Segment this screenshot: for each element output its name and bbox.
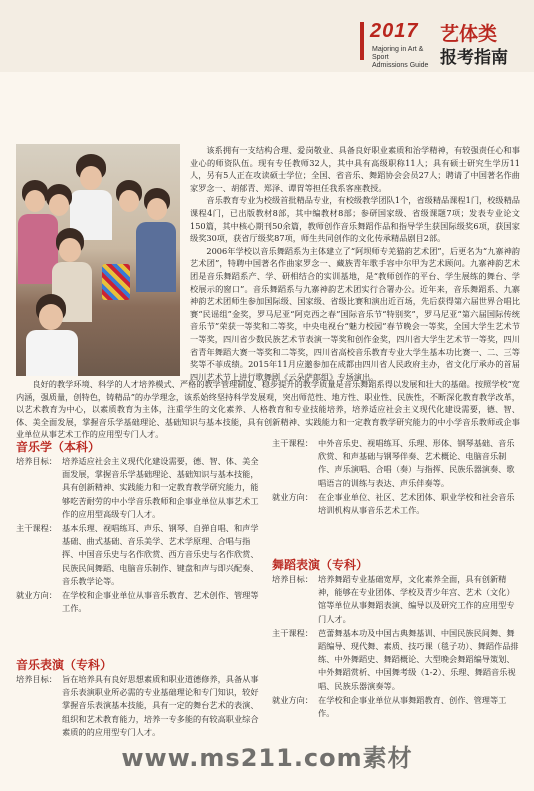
intro-paragraph: 该系拥有一支结构合理、爱岗敬业、具备良好职业素质和治学精神，有较强责任心和事业心的师资队伍。现有专任教师32人，其中具有高级职称11人；具有硕士研究生学历11人，另有5人正在攻读硕士学位；全国、省音乐、舞蹈协会会员27人；聘请了中国著名作曲家罗念一、胡郁青、郑泽、谭胃等担任我系客座教授。 [190,145,520,193]
row-text: 旨在培养具有良好思想素质和职业道德修养，具备从事音乐表演职业所必需的专业基础理论和专门知识，较好掌握音乐表演基本技能，具有一定的舞台艺术的表演、组织和艺术教育能力，培养一专多能的有较高职业综合素质的的应用型专门人才。 [62,674,259,737]
music-studies-details [16,455,264,616]
row-label: 主干课程： [16,523,57,534]
department-summary [16,378,520,441]
row-text: 在企事业单位、社区、艺术团体、职业学校和社会音乐培训机构从事音乐艺术工作。 [318,491,515,516]
row-label: 培养目标： [272,574,313,584]
dance-performance-details [272,573,522,721]
row-label: 培养目标： [16,674,57,684]
row-label: 就业方向： [16,590,57,601]
row-text: 培养适应社会主义现代化建设需要，德、智、体、美全面发展，掌握音乐学基础理论、基础知识与基本技能，具有创新精神、实践能力和一定教育教学研究能力，能够吃苦耐劳的中小学音乐教师和企事业单位从事艺术工作的应用型高级专门人才。 [62,456,259,519]
brand-logo [360,18,520,69]
brand-english: Majoring in Art & Sport Admissions Guide [372,46,429,69]
row-label: 培养目标： [16,456,57,466]
brand-category: 艺体类 [440,23,498,45]
row-text: 在学校和企事业单位从事音乐教育、艺术创作、管理等工作。 [62,590,259,614]
intro-paragraph: 2006年学校以音乐舞蹈系为主体建立了“阿坝师专羌猫韵艺术团”，后更名为“九寨神韵艺术团”，特聘中国著名作曲家罗念一、藏族青年歌手容中尔甲为艺术顾问。九寨神韵艺术团是音乐舞蹈系产、学、研相结合的实训基地，是“教师创作的平台、学生展练的舞台、学校展示的窗口”。音乐舞蹈系与九寨神韵艺术团实行合署办公。近年来，音乐舞蹈系、九寨神韵艺术团师生参加国际级、国家级、省级比赛和演出近百场，先后获得第六届世界合唱比赛“民谣组”金奖，罗马尼亚“阿克西之春”国际音乐节“特别奖”，罗马尼亚“第六届国际传统音乐节”荣获一等奖和二等奖，中央电视台“魅力校园”春节晚会一等奖，全国大学生艺术节一等奖，四川省少数民族艺术节表演一等奖和创作金奖，四川省大学生艺术节一等奖，四川省青年舞蹈大赛一等奖和二等奖，四川省高校音乐教育专业大学生基本功比赛一、二、三等奖等不菲成绩。2015年11月应邀参加在成都由四川省人民政府主办，省文化厅承办的首届四川艺术节上进行歌舞剧《云朵萨郎组》专场演出。 [190,245,520,382]
row-label: 就业方向： [272,694,313,705]
section-title-music-performance: 音乐表演（专科） [16,658,113,672]
row-text: 中外音乐史、视唱练耳、乐理、形体、钢琴基础、音乐欣赏、和声基础与钢琴伴奏、艺术概论、电脑音乐制作、声乐演唱、合唱（奏）与指挥、民族乐器演奏、歌唱语言的训练与表达、声乐伴奏等。 [318,438,515,488]
music-performance-continued [272,437,522,518]
brand-accent-bar [360,22,364,60]
section-title-dance-performance: 舞蹈表演（专科） [272,558,369,572]
brand-year: 2017 [370,20,419,42]
row-text: 培养舞蹈专业基础宽厚，文化素养全面，具有创新精神，能够在专业团体、学校及青少年宫、艺术（文化）馆等单位从事舞蹈表演、编导以及研究工作的应用型专门人才。 [318,574,515,624]
music-performance-details [16,673,264,740]
row-label: 主干课程： [272,627,313,638]
intro-text [190,144,520,383]
watermark: www.ms211.com素材 [121,744,413,772]
photo-bag [102,264,130,300]
row-label: 就业方向： [272,491,313,502]
row-label: 主干课程： [272,438,313,448]
row-text: 基本乐理、视唱练耳、声乐、钢琴、自弹自唱、和声学基础、曲式基础、音乐美学、艺术学原理、合唱与指挥、中国音乐史与名作欣赏、西方音乐史与名作欣赏、民族民间舞蹈、电脑音乐制作、键盘和声与即兴配奏、音乐教学论等。 [62,523,259,586]
section-title-music-studies: 音乐学（本科） [16,440,101,454]
intro-paragraph: 音乐教育专业为校级首批精品专业，有校级教学团队1个，省级精品课程1门，校级精品课程4门，已出版教材8部，其中编教材8部；参研国家级、省级课题7项；发表专业论文150篇，其中核心期刊50余篇，教师创作音乐舞蹈作品和指导学生获国际级奖6项，获国家级奖30项，获省厅级奖87项，师生共同创作的文化传承精品剧目2部。 [190,195,520,244]
row-text: 芭蕾舞基本功及中国古典舞基训、中国民族民间舞、舞蹈编导、现代舞、素质、技巧课（毯子功）、舞蹈作品排练、中外舞蹈史、舞蹈概论、大型晚会舞蹈编导策划、中外舞蹈赏析、中国舞考级（1-2）、乐理、舞蹈音乐视唱、民族乐器演奏等。 [318,627,519,691]
group-photo [16,144,180,376]
row-text: 在学校和企事业单位从事舞蹈教育、创作、管理等工作。 [318,694,507,719]
page-header [0,0,534,72]
summary-paragraph: 良好的教学环境、科学的人才培养模式、严格的教学管理制度、稳步提升的教学质量是音乐舞蹈系得以发展和壮大的基础。按照学校“宽内涵，强质量，创特色，铸精品”的办学理念，该系始终坚持科学发展观，突出师范性、地方性、职业性、民族性，不断深化教育教学改革，以艺术教育为中心，以素质教育为主体，注重学生的文化素养、人格教育和专业技能培养，培养适应社会主义现代化建设需要，德、智、体、美全面发展，掌握音乐学基础理论、基础知识与基本技能，具有创新精神、实践能力和一定教育教学研究能力的中小学音乐教师或企事业单位从事艺术工作的应用型专门人才。 [16,379,520,440]
brand-guide-title: 报考指南 [440,48,508,68]
